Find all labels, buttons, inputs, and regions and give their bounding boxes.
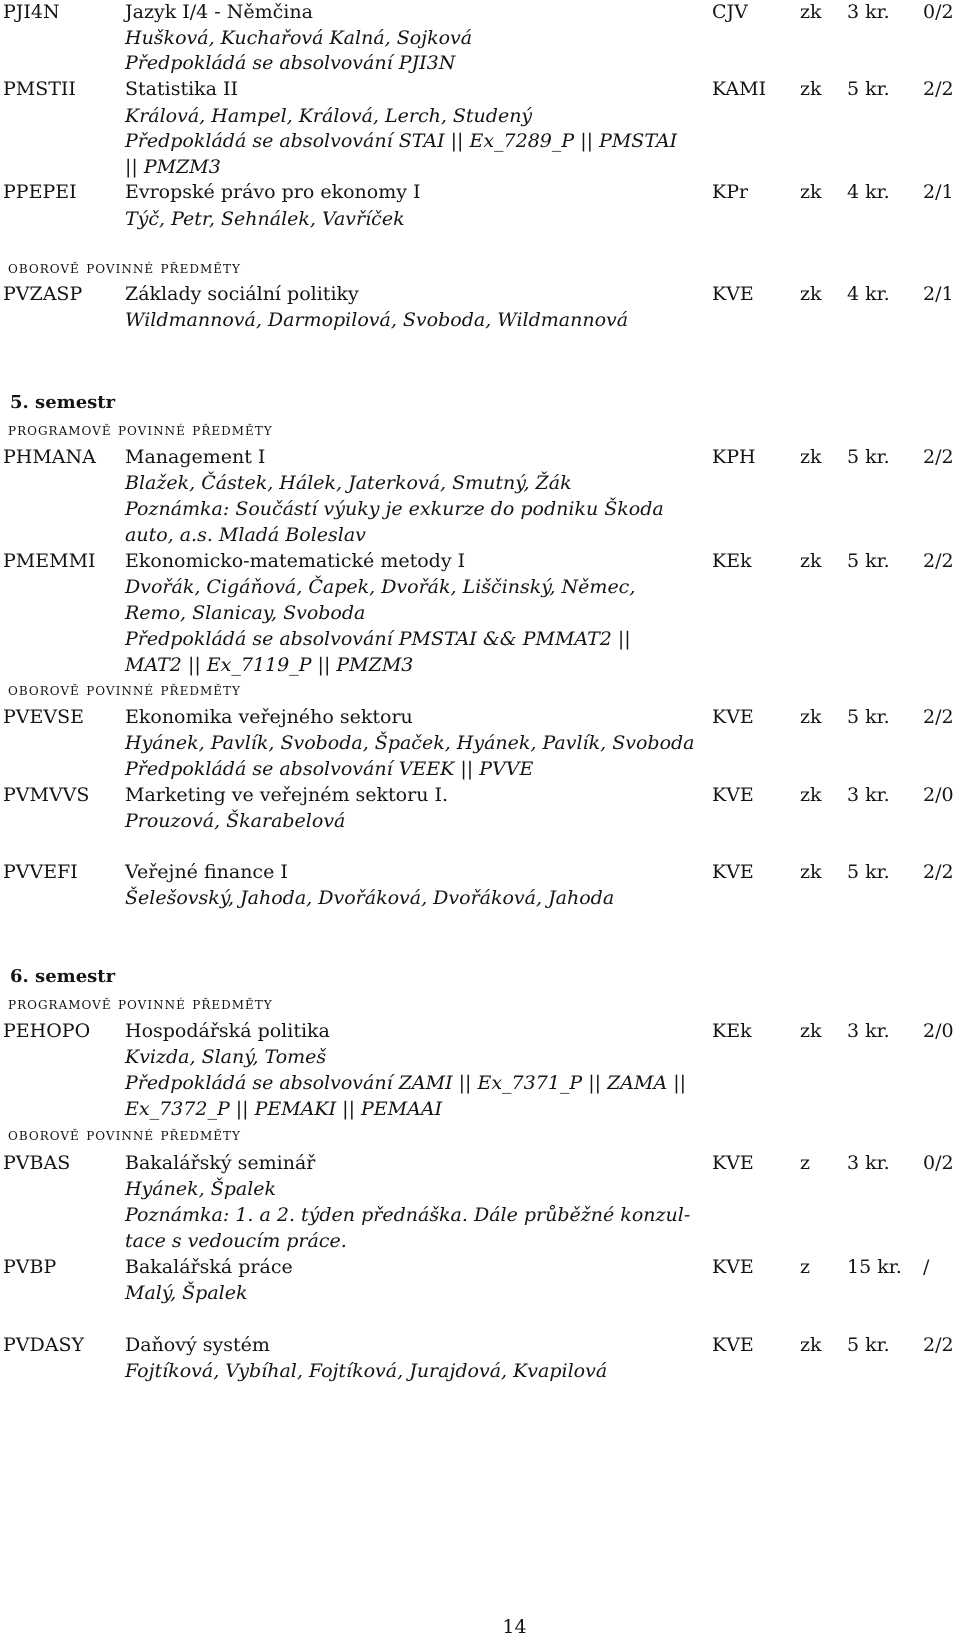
course-text: Blažek, Částek, Hálek, Jaterková, Smutný, Žák bbox=[125, 472, 572, 494]
course-detail-line bbox=[0, 1281, 960, 1306]
exam-type: zk bbox=[800, 283, 822, 305]
credits: 15 kr. bbox=[847, 1256, 902, 1278]
course-code: PVMVVS bbox=[3, 784, 90, 806]
credits: 3 kr. bbox=[847, 1152, 890, 1174]
course-code: PMEMMI bbox=[3, 550, 96, 572]
credits: 5 kr. bbox=[847, 1334, 890, 1356]
semester-heading: 6. semestr bbox=[10, 966, 116, 987]
exam-type: zk bbox=[800, 861, 822, 883]
course-detail-line bbox=[0, 1229, 960, 1254]
hours: 0/2 bbox=[923, 1152, 954, 1174]
course-code: PVBP bbox=[3, 1256, 57, 1278]
department: KVE bbox=[712, 1256, 754, 1278]
course-text: Remo, Slanicay, Svoboda bbox=[125, 602, 366, 624]
course-text: Evropské právo pro ekonomy I bbox=[125, 181, 421, 203]
hours: 2/2 bbox=[923, 706, 954, 728]
course-text: Hyánek, Pavlík, Svoboda, Špaček, Hyánek, Pavlík, Svoboda bbox=[125, 732, 695, 754]
course-text: Hospodářská politika bbox=[125, 1020, 330, 1042]
course-text: Králová, Hampel, Králová, Lerch, Studený bbox=[125, 105, 533, 127]
hours: 2/2 bbox=[923, 861, 954, 883]
credits: 4 kr. bbox=[847, 283, 890, 305]
course-row bbox=[0, 860, 960, 885]
course-code: PVVEFI bbox=[3, 861, 78, 883]
credits: 3 kr. bbox=[847, 1, 890, 23]
course-text: Poznámka: 1. a 2. týden přednáška. Dále průběžné konzul- bbox=[125, 1204, 691, 1226]
course-text: auto, a.s. Mladá Boleslav bbox=[125, 524, 366, 546]
course-detail-line bbox=[0, 26, 960, 51]
credits: 3 kr. bbox=[847, 784, 890, 806]
credits: 5 kr. bbox=[847, 861, 890, 883]
course-detail-line bbox=[0, 601, 960, 626]
hours: 2/2 bbox=[923, 78, 954, 100]
course-text: MAT2 || Ex_7119_P || PMZM3 bbox=[125, 654, 414, 676]
course-text: Jazyk I/4 - Němčina bbox=[125, 1, 313, 23]
department: KVE bbox=[712, 1152, 754, 1174]
course-code: PEHOPO bbox=[3, 1020, 91, 1042]
course-code: PVBAS bbox=[3, 1152, 71, 1174]
course-detail-line bbox=[0, 1203, 960, 1228]
course-code: PVZASP bbox=[3, 283, 83, 305]
course-text: Kvizda, Slaný, Tomeš bbox=[125, 1046, 327, 1068]
course-row bbox=[0, 445, 960, 470]
course-text: Veřejné finance I bbox=[125, 861, 288, 883]
course-row bbox=[0, 705, 960, 730]
course-text: Malý, Špalek bbox=[125, 1282, 248, 1304]
hours: 2/2 bbox=[923, 550, 954, 572]
course-text: Předpokládá se absolvování VEEK || PVVE bbox=[125, 758, 534, 780]
department: KVE bbox=[712, 784, 754, 806]
exam-type: z bbox=[800, 1256, 811, 1278]
course-detail-line bbox=[0, 155, 960, 180]
department: KPr bbox=[712, 181, 749, 203]
course-detail-line bbox=[0, 1359, 960, 1384]
course-row bbox=[0, 1019, 960, 1044]
course-text: Wildmannová, Darmopilová, Svoboda, Wildmannová bbox=[125, 309, 629, 331]
hours: 2/1 bbox=[923, 181, 954, 203]
course-row bbox=[0, 1333, 960, 1358]
course-text: Předpokládá se absolvování PMSTAI && PMMAT2 || bbox=[125, 628, 631, 650]
course-text: Management I bbox=[125, 446, 266, 468]
course-text: Marketing ve veřejném sektoru I. bbox=[125, 784, 449, 806]
department: KPH bbox=[712, 446, 756, 468]
course-text: Předpokládá se absolvování STAI || Ex_7289_P || PMSTAI bbox=[125, 130, 678, 152]
course-code: PJI4N bbox=[3, 1, 60, 23]
course-detail-line bbox=[0, 886, 960, 911]
course-code: PMSTII bbox=[3, 78, 76, 100]
exam-type: zk bbox=[800, 181, 822, 203]
exam-type: zk bbox=[800, 784, 822, 806]
course-detail-line bbox=[0, 731, 960, 756]
course-text: Hyánek, Špalek bbox=[125, 1178, 277, 1200]
course-detail-line bbox=[0, 809, 960, 834]
department: KVE bbox=[712, 283, 754, 305]
credits: 5 kr. bbox=[847, 550, 890, 572]
course-row bbox=[0, 1255, 960, 1280]
category-heading: programově povinné předměty bbox=[8, 994, 273, 1014]
course-text: Prouzová, Škarabelová bbox=[125, 810, 346, 832]
exam-type: zk bbox=[800, 550, 822, 572]
hours: 2/0 bbox=[923, 784, 954, 806]
course-row bbox=[0, 0, 960, 25]
course-code: PVDASY bbox=[3, 1334, 85, 1356]
course-detail-line bbox=[0, 1045, 960, 1070]
department: KVE bbox=[712, 861, 754, 883]
course-row bbox=[0, 783, 960, 808]
course-text: Daňový systém bbox=[125, 1334, 270, 1356]
exam-type: z bbox=[800, 1152, 811, 1174]
exam-type: zk bbox=[800, 1334, 822, 1356]
exam-type: zk bbox=[800, 78, 822, 100]
department: KVE bbox=[712, 1334, 754, 1356]
hours: 2/2 bbox=[923, 1334, 954, 1356]
credits: 4 kr. bbox=[847, 181, 890, 203]
course-detail-line bbox=[0, 308, 960, 333]
course-code: PPEPEI bbox=[3, 181, 77, 203]
semester-heading: 5. semestr bbox=[10, 392, 116, 413]
course-text: Hušková, Kuchařová Kalná, Sojková bbox=[125, 27, 473, 49]
exam-type: zk bbox=[800, 1020, 822, 1042]
course-text: Ekonomicko-matematické metody I bbox=[125, 550, 466, 572]
course-detail-line bbox=[0, 471, 960, 496]
course-detail-line bbox=[0, 497, 960, 522]
course-text: Základy sociální politiky bbox=[125, 283, 359, 305]
course-detail-line bbox=[0, 1097, 960, 1122]
course-detail-line bbox=[0, 523, 960, 548]
course-detail-line bbox=[0, 575, 960, 600]
credits: 3 kr. bbox=[847, 1020, 890, 1042]
course-detail-line bbox=[0, 129, 960, 154]
category-heading: oborově povinné předměty bbox=[8, 1125, 241, 1145]
course-text: Poznámka: Součástí výuky je exkurze do podniku Škoda bbox=[125, 498, 664, 520]
course-text: Předpokládá se absolvování PJI3N bbox=[125, 52, 456, 74]
course-code: PVEVSE bbox=[3, 706, 84, 728]
hours: 2/2 bbox=[923, 446, 954, 468]
exam-type: zk bbox=[800, 446, 822, 468]
department: CJV bbox=[712, 1, 748, 23]
course-row bbox=[0, 1151, 960, 1176]
hours: 2/0 bbox=[923, 1020, 954, 1042]
course-detail-line bbox=[0, 1071, 960, 1096]
course-text: Ex_7372_P || PEMAKI || PEMAAI bbox=[125, 1098, 443, 1120]
department: KEk bbox=[712, 550, 752, 572]
course-text: || PMZM3 bbox=[125, 156, 221, 178]
course-text: Předpokládá se absolvování ZAMI || Ex_7371_P || ZAMA || bbox=[125, 1072, 687, 1094]
course-row bbox=[0, 180, 960, 205]
course-text: Šelešovský, Jahoda, Dvořáková, Dvořáková, Jahoda bbox=[125, 887, 615, 909]
course-detail-line bbox=[0, 627, 960, 652]
credits: 5 kr. bbox=[847, 706, 890, 728]
hours: 0/2 bbox=[923, 1, 954, 23]
course-detail-line bbox=[0, 757, 960, 782]
course-text: tace s vedoucím práce. bbox=[125, 1230, 347, 1252]
category-heading: oborově povinné předměty bbox=[8, 258, 241, 278]
course-text: Dvořák, Cigáňová, Čapek, Dvořák, Liščinský, Němec, bbox=[125, 576, 636, 598]
department: KEk bbox=[712, 1020, 752, 1042]
course-text: Ekonomika veřejného sektoru bbox=[125, 706, 413, 728]
course-row bbox=[0, 77, 960, 102]
course-detail-line bbox=[0, 653, 960, 678]
page-number: 14 bbox=[502, 1616, 527, 1638]
credits: 5 kr. bbox=[847, 78, 890, 100]
course-text: Statistika II bbox=[125, 78, 239, 100]
course-detail-line bbox=[0, 104, 960, 129]
course-detail-line bbox=[0, 51, 960, 76]
credits: 5 kr. bbox=[847, 446, 890, 468]
hours: / bbox=[923, 1256, 930, 1278]
course-text: Týč, Petr, Sehnálek, Vavříček bbox=[125, 208, 405, 230]
course-detail-line bbox=[0, 1177, 960, 1202]
course-text: Bakalářský seminář bbox=[125, 1152, 316, 1174]
exam-type: zk bbox=[800, 1, 822, 23]
course-code: PHMANA bbox=[3, 446, 96, 468]
department: KAMI bbox=[712, 78, 767, 100]
category-heading: oborově povinné předměty bbox=[8, 680, 241, 700]
hours: 2/1 bbox=[923, 283, 954, 305]
course-text: Bakalářská práce bbox=[125, 1256, 293, 1278]
department: KVE bbox=[712, 706, 754, 728]
course-row bbox=[0, 282, 960, 307]
course-detail-line bbox=[0, 207, 960, 232]
course-row bbox=[0, 549, 960, 574]
category-heading: programově povinné předměty bbox=[8, 420, 273, 440]
course-text: Fojtíková, Vybíhal, Fojtíková, Jurajdová, Kvapilová bbox=[125, 1360, 608, 1382]
exam-type: zk bbox=[800, 706, 822, 728]
